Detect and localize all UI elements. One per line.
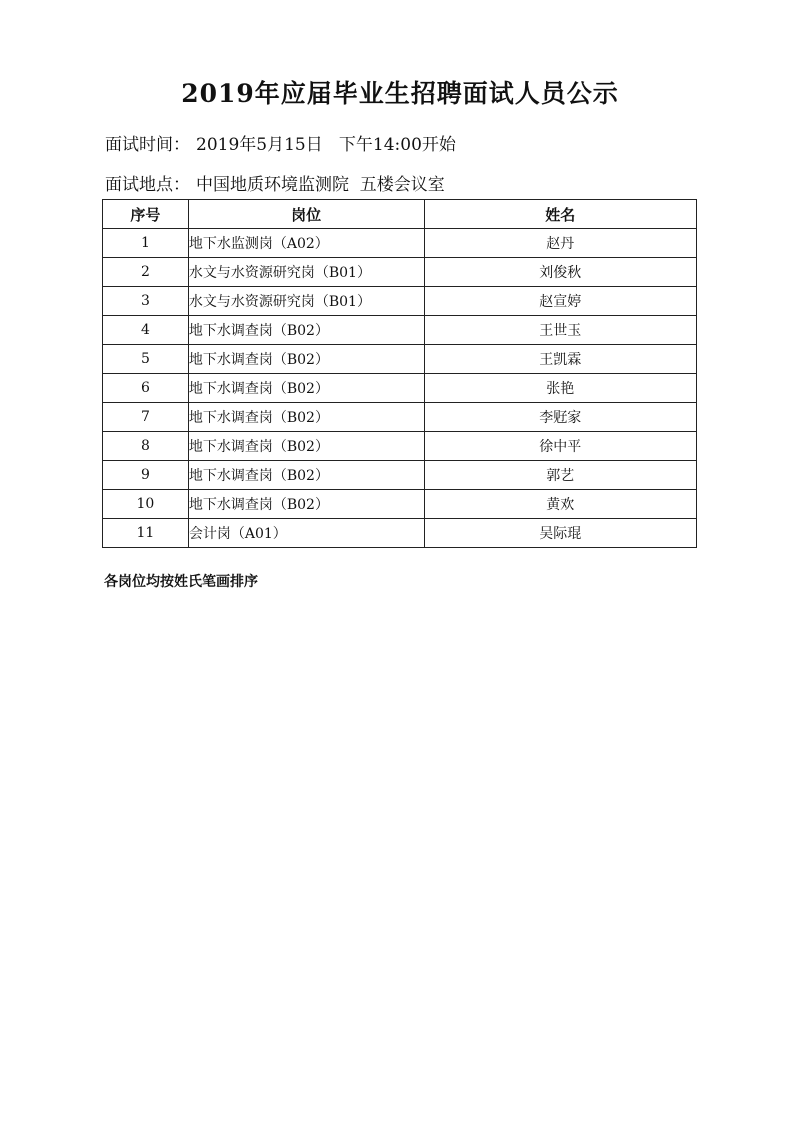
candidate-table [102, 199, 697, 548]
row-position: 地下水调查岗（B02） [188, 345, 424, 374]
header-number: 序号 [103, 200, 189, 229]
interview-place-value: 中国地质环境监测院 五楼会议室 [196, 175, 445, 195]
row-position: 会计岗（A01） [188, 519, 424, 548]
row-name: 黄欢 [424, 490, 697, 519]
row-position: 地下水监测岗（A02） [188, 229, 424, 258]
row-position: 地下水调查岗（B02） [188, 374, 424, 403]
interview-time-value: 2019年5月15日 下午14:00开始 [196, 135, 456, 155]
row-number: 7 [103, 403, 189, 432]
table-row [103, 374, 697, 403]
row-number: 4 [103, 316, 189, 345]
row-position: 地下水调查岗（B02） [188, 461, 424, 490]
row-name: 刘俊秋 [424, 258, 697, 287]
row-name: 张艳 [424, 374, 697, 403]
row-number: 5 [103, 345, 189, 374]
table-row [103, 432, 697, 461]
row-position: 地下水调查岗（B02） [188, 316, 424, 345]
header-position: 岗位 [188, 200, 424, 229]
page-title: 2019年应届毕业生招聘面试人员公示 [181, 79, 619, 108]
interview-time-line [105, 130, 456, 155]
table-row [103, 316, 697, 345]
row-name: 吴际琨 [424, 519, 697, 548]
sorting-note: 各岗位均按姓氏笔画排序 [104, 574, 258, 590]
interview-time-label: 面试时间： [105, 135, 190, 155]
table-header-row [103, 200, 697, 229]
table-row [103, 490, 697, 519]
row-name: 赵宣婷 [424, 287, 697, 316]
row-number: 8 [103, 432, 189, 461]
row-position: 地下水调查岗（B02） [188, 403, 424, 432]
table-row [103, 403, 697, 432]
table-row [103, 287, 697, 316]
header-name: 姓名 [424, 200, 697, 229]
row-number: 1 [103, 229, 189, 258]
interview-place-line [105, 170, 445, 195]
table-row [103, 258, 697, 287]
row-name: 王世玉 [424, 316, 697, 345]
table-row [103, 345, 697, 374]
row-position: 水文与水资源研究岗（B01） [188, 258, 424, 287]
row-name: 郭艺 [424, 461, 697, 490]
row-position: 地下水调查岗（B02） [188, 432, 424, 461]
row-name: 王凯霖 [424, 345, 697, 374]
row-position: 水文与水资源研究岗（B01） [188, 287, 424, 316]
row-name: 赵丹 [424, 229, 697, 258]
interview-place-label: 面试地点： [105, 175, 190, 195]
row-number: 3 [103, 287, 189, 316]
row-number: 6 [103, 374, 189, 403]
row-number: 9 [103, 461, 189, 490]
row-number: 10 [103, 490, 189, 519]
row-position: 地下水调查岗（B02） [188, 490, 424, 519]
table-row [103, 229, 697, 258]
row-name: 徐中平 [424, 432, 697, 461]
table-row [103, 461, 697, 490]
table-row [103, 519, 697, 548]
row-number: 2 [103, 258, 189, 287]
row-number: 11 [103, 519, 189, 548]
row-name: 李觃家 [424, 403, 697, 432]
